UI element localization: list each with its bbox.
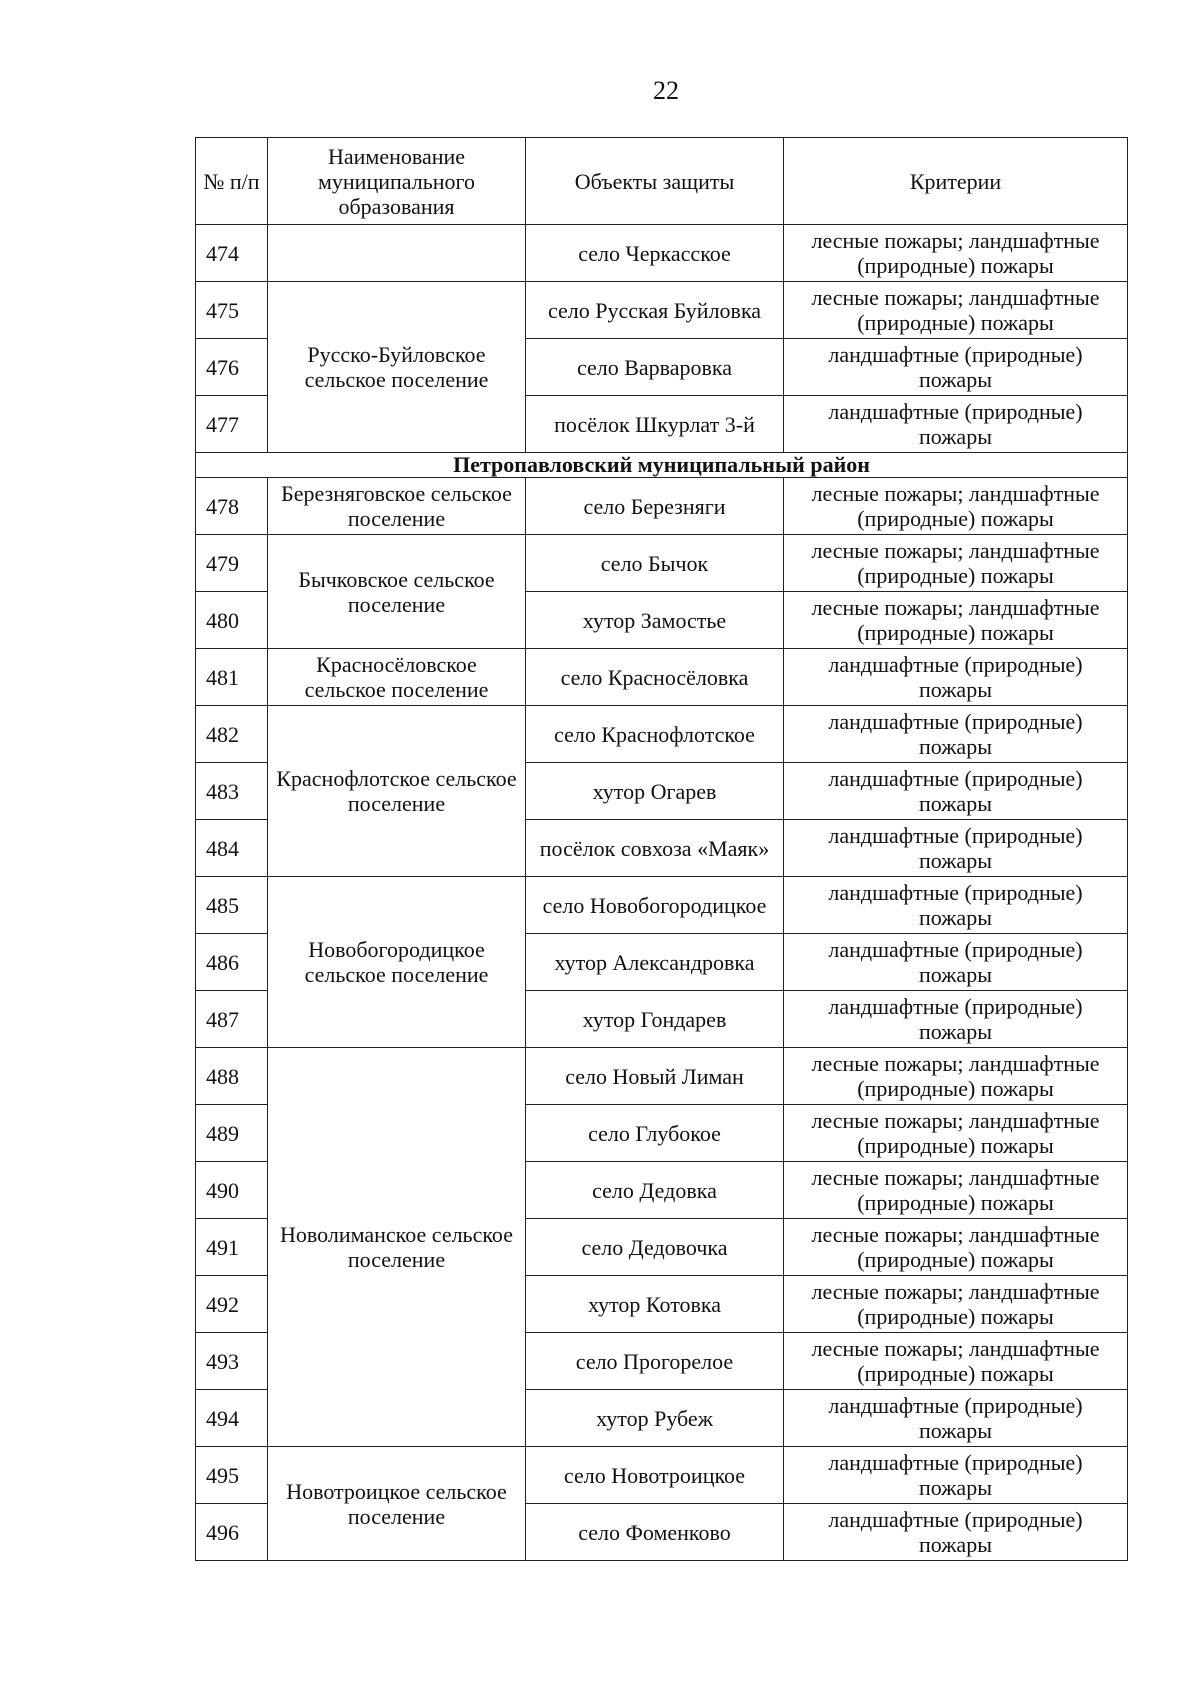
document-table-container — [195, 137, 1127, 1561]
protection-object-cell: хутор Гондарев — [526, 991, 784, 1048]
criteria-cell: лесные пожары; ландшафтные (природные) пожары — [784, 1219, 1128, 1276]
criteria-cell: лесные пожары; ландшафтные (природные) пожары — [784, 225, 1128, 282]
criteria-cell: лесные пожары; ландшафтные (природные) пожары — [784, 535, 1128, 592]
table-row — [196, 225, 1128, 282]
criteria-cell: лесные пожары; ландшафтные (природные) пожары — [784, 1048, 1128, 1105]
row-number: 481 — [196, 649, 268, 706]
criteria-cell: ландшафтные (природные) пожары — [784, 1504, 1128, 1561]
protection-object-cell: село Русская Буйловка — [526, 282, 784, 339]
table-row — [196, 1447, 1128, 1504]
protection-object-cell: село Варваровка — [526, 339, 784, 396]
protection-object-cell: село Новый Лиман — [526, 1048, 784, 1105]
criteria-cell: ландшафтные (природные) пожары — [784, 820, 1128, 877]
municipality-cell: Бычковское сельское поселение — [268, 535, 526, 649]
table-row — [196, 535, 1128, 592]
row-number: 494 — [196, 1390, 268, 1447]
protection-object-cell: село Дедовочка — [526, 1219, 784, 1276]
municipality-cell: Новолиманское сельское поселение — [268, 1048, 526, 1447]
row-number: 488 — [196, 1048, 268, 1105]
table-header — [196, 138, 1128, 225]
criteria-cell: ландшафтные (природные) пожары — [784, 706, 1128, 763]
protection-objects-table — [195, 137, 1128, 1561]
protection-object-cell: посёлок совхоза «Маяк» — [526, 820, 784, 877]
criteria-cell: ландшафтные (природные) пожары — [784, 339, 1128, 396]
protection-object-cell: село Фоменково — [526, 1504, 784, 1561]
row-number: 474 — [196, 225, 268, 282]
row-number: 496 — [196, 1504, 268, 1561]
municipality-cell: Красносёловское сельское поселение — [268, 649, 526, 706]
section-row — [196, 453, 1128, 478]
row-number: 486 — [196, 934, 268, 991]
row-number: 492 — [196, 1276, 268, 1333]
header-objects: Объекты защиты — [526, 138, 784, 225]
row-number: 483 — [196, 763, 268, 820]
row-number: 489 — [196, 1105, 268, 1162]
row-number: 479 — [196, 535, 268, 592]
header-num: № п/п — [196, 138, 268, 225]
criteria-cell: лесные пожары; ландшафтные (природные) пожары — [784, 1276, 1128, 1333]
page-number: 22 — [653, 76, 679, 105]
protection-object-cell: село Бычок — [526, 535, 784, 592]
protection-object-cell: село Краснофлотское — [526, 706, 784, 763]
district-section-title: Петропавловский муниципальный район — [196, 453, 1128, 478]
protection-object-cell: хутор Замостье — [526, 592, 784, 649]
municipality-cell: Новотроицкое сельское поселение — [268, 1447, 526, 1561]
criteria-cell: лесные пожары; ландшафтные (природные) пожары — [784, 478, 1128, 535]
protection-object-cell: хутор Александровка — [526, 934, 784, 991]
row-number: 480 — [196, 592, 268, 649]
municipality-cell: Березняговское сельское поселение — [268, 478, 526, 535]
row-number: 477 — [196, 396, 268, 453]
table-row — [196, 877, 1128, 934]
table-row — [196, 706, 1128, 763]
protection-object-cell: село Красносёловка — [526, 649, 784, 706]
table-row — [196, 649, 1128, 706]
protection-object-cell: село Березняги — [526, 478, 784, 535]
protection-object-cell: село Новотроицкое — [526, 1447, 784, 1504]
criteria-cell: ландшафтные (природные) пожары — [784, 763, 1128, 820]
table-row — [196, 282, 1128, 339]
header-row — [196, 138, 1128, 225]
criteria-cell: лесные пожары; ландшафтные (природные) пожары — [784, 1162, 1128, 1219]
header-municipality: Наименование муниципального образования — [268, 138, 526, 225]
row-number: 482 — [196, 706, 268, 763]
criteria-cell: ландшафтные (природные) пожары — [784, 877, 1128, 934]
criteria-cell: ландшафтные (природные) пожары — [784, 991, 1128, 1048]
protection-object-cell: село Глубокое — [526, 1105, 784, 1162]
row-number: 484 — [196, 820, 268, 877]
municipality-cell: Новобогородицкое сельское поселение — [268, 877, 526, 1048]
municipality-cell: Русско-Буйловское сельское поселение — [268, 282, 526, 453]
table-row — [196, 478, 1128, 535]
protection-object-cell: село Прогорелое — [526, 1333, 784, 1390]
criteria-cell: лесные пожары; ландшафтные (природные) пожары — [784, 592, 1128, 649]
header-criteria: Критерии — [784, 138, 1128, 225]
row-number: 478 — [196, 478, 268, 535]
row-number: 485 — [196, 877, 268, 934]
protection-object-cell: село Черкасское — [526, 225, 784, 282]
row-number: 475 — [196, 282, 268, 339]
criteria-cell: ландшафтные (природные) пожары — [784, 396, 1128, 453]
protection-object-cell: хутор Огарев — [526, 763, 784, 820]
municipality-cell: Краснофлотское сельское поселение — [268, 706, 526, 877]
row-number: 487 — [196, 991, 268, 1048]
protection-object-cell: хутор Рубеж — [526, 1390, 784, 1447]
protection-object-cell: хутор Котовка — [526, 1276, 784, 1333]
row-number: 491 — [196, 1219, 268, 1276]
table-row — [196, 1048, 1128, 1105]
municipality-cell — [268, 225, 526, 282]
criteria-cell: ландшафтные (природные) пожары — [784, 1447, 1128, 1504]
criteria-cell: лесные пожары; ландшафтные (природные) пожары — [784, 282, 1128, 339]
criteria-cell: ландшафтные (природные) пожары — [784, 1390, 1128, 1447]
table-body — [196, 225, 1128, 1561]
row-number: 493 — [196, 1333, 268, 1390]
row-number: 476 — [196, 339, 268, 396]
criteria-cell: лесные пожары; ландшафтные (природные) пожары — [784, 1105, 1128, 1162]
row-number: 495 — [196, 1447, 268, 1504]
criteria-cell: лесные пожары; ландшафтные (природные) пожары — [784, 1333, 1128, 1390]
protection-object-cell: посёлок Шкурлат 3-й — [526, 396, 784, 453]
criteria-cell: ландшафтные (природные) пожары — [784, 649, 1128, 706]
protection-object-cell: село Новобогородицкое — [526, 877, 784, 934]
criteria-cell: ландшафтные (природные) пожары — [784, 934, 1128, 991]
protection-object-cell: село Дедовка — [526, 1162, 784, 1219]
row-number: 490 — [196, 1162, 268, 1219]
